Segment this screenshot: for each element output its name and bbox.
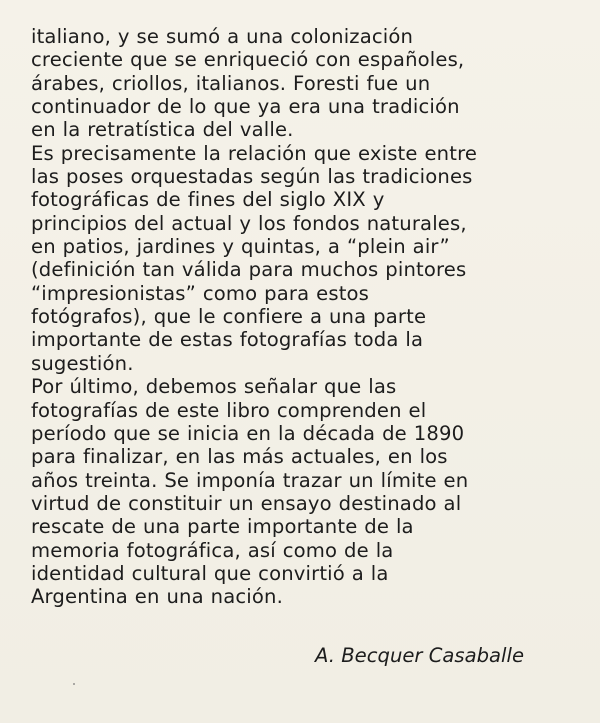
text-line: identidad cultural que convirtió a la [31,561,389,585]
text-line: (definición tan válida para muchos pintores [31,258,467,282]
text-line: continuador de lo que ya era una tradición [31,95,460,119]
text-line: memoria fotográfica, así como de la [31,538,394,562]
author-signature: A. Becquer Casaballe [315,644,524,667]
text-line: importante de estas fotografías toda la [31,328,424,352]
text-line: fotografías de este libro comprenden el [31,398,427,422]
body-text [31,25,576,609]
text-line: las poses orquestadas según las tradiciones [31,165,473,189]
text-line: período que se inicia en la década de 1890 [31,421,465,445]
text-line: italiano, y se sumó a una colonización [31,25,414,48]
text-line: sugestión. [31,351,134,375]
text-line: fotógrafos), que le confiere a una parte [31,305,427,329]
paper-speck [73,683,75,685]
text-line: rescate de una parte importante de la [31,515,414,539]
text-line: en patios, jardines y quintas, a “plein air” [31,235,450,259]
text-line: Argentina en una nación. [31,585,283,609]
text-line: creciente que se enriqueció con españoles, [31,48,465,72]
text-line: Es precisamente la relación que existe entre [31,141,478,165]
text-line: virtud de constituir un ensayo destinado al [31,491,462,515]
text-line: principios del actual y los fondos naturales, [31,211,467,235]
text-line: años treinta. Se imponía trazar un límite en [31,468,469,492]
text-line: “impresionistas” como para estos [31,281,370,305]
text-line: fotográficas de fines del siglo XIX y [31,188,385,212]
text-line: para finalizar, en las más actuales, en los [31,445,448,469]
text-line: Por último, debemos señalar que las [31,375,397,399]
text-line: en la retratística del valle. [31,118,294,142]
text-line: árabes, criollos, italianos. Foresti fue un [31,71,431,95]
